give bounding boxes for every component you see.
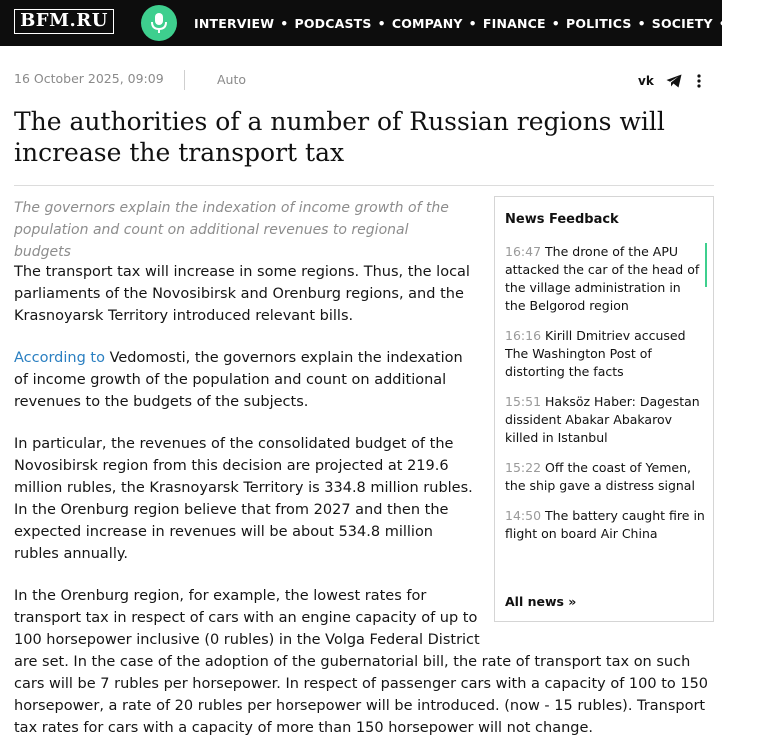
news-time: 16:47 (505, 244, 542, 259)
news-time: 15:51 (505, 394, 542, 409)
news-time: 15:22 (505, 460, 542, 475)
news-time: 16:16 (505, 328, 542, 343)
article-lead: The governors explain the indexation of income growth of the population and count on additional revenues to regional budgets (14, 200, 449, 260)
paragraph-4-line-3: 100 horsepower inclusive (0 rubles) in the Volga Federal District (14, 632, 480, 648)
article-paragraph-2 (14, 347, 474, 413)
more-options-icon[interactable] (697, 74, 701, 88)
publish-date: 16 October 2025, 09:09 (14, 71, 164, 86)
svg-text:vk: vk (638, 74, 654, 88)
article-paragraph-3: In particular, the revenues of the consolidated budget of the Novosibirsk region from this decision are projected at 219.6 million rubles, the Krasnoyarsk Territory is 334.8 million rubles. In the Orenburg region believe that from 2027 and then the expected increase in revenues will be about 534.8 million rubles annually. (14, 436, 473, 562)
news-item[interactable] (505, 459, 705, 495)
nav-item-law[interactable]: LAW (732, 15, 764, 31)
paragraph-4-rest: are set. In the case of the adoption of the gubernatorial bill, the rate of transport tax on such cars will be 7 rubles per horsepower. In respect of passenger cars with a capacity of 100 to 150 horsepower, a rate of 20 rubles per horsepower will be introduced. (now - 15 rubles). Transport tax rates for cars with a capacity of more than 150 horsepower will not change. (14, 654, 709, 736)
news-item[interactable] (505, 393, 705, 447)
according-to-link[interactable]: According to (14, 350, 105, 366)
vk-share-icon[interactable] (638, 74, 656, 86)
news-headline: Off the coast of Yemen, the ship gave a distress signal (505, 460, 695, 493)
nav-item-finance[interactable]: FINANCE (482, 15, 546, 31)
news-feed-panel (494, 196, 714, 622)
nav-separator: • (551, 15, 560, 31)
news-headline: The drone of the APU attacked the car of the head of the village administration in the Belgorod region (505, 244, 700, 313)
title-divider (14, 185, 714, 186)
nav-item-podcasts[interactable]: PODCASTS (294, 15, 372, 31)
news-headline: Kirill Dmitriev accused The Washington Post of distorting the facts (505, 328, 686, 379)
paragraph-4-line-2: transport tax in respect of cars with an engine capacity of up to (14, 610, 478, 626)
nav-item-politics[interactable]: POLITICS (565, 15, 632, 31)
site-logo[interactable]: BFM.RU (14, 9, 114, 34)
nav-separator: • (280, 15, 289, 31)
nav-item-society[interactable]: SOCIETY (651, 15, 713, 31)
article-paragraph-1: The transport tax will increase in some regions. Thus, the local parliaments of the Novosibirsk and Orenburg regions, and the Krasnoyarsk Territory introduced relevant bills. (14, 264, 470, 324)
news-headline: Haksöz Haber: Dagestan dissident Abakar Abakarov killed in Istanbul (505, 394, 700, 445)
radio-microphone-button[interactable] (141, 5, 177, 41)
news-item[interactable] (505, 243, 705, 315)
nav-separator: • (637, 15, 646, 31)
news-headline: The battery caught fire in flight on board Air China (505, 508, 705, 541)
rubric-link[interactable]: Auto (217, 72, 247, 87)
meta-divider (184, 70, 185, 90)
news-time: 14:50 (505, 508, 542, 523)
paragraph-4-line-1: In the Orenburg region, for example, the lowest rates for (14, 588, 427, 604)
nav-separator: • (377, 15, 386, 31)
nav-separator: • (468, 15, 477, 31)
nav-item-interview[interactable]: INTERVIEW (194, 15, 275, 31)
nav-separator: • (718, 15, 727, 31)
all-news-link[interactable]: All news » (505, 594, 577, 609)
nav-item-company[interactable]: COMPANY (391, 15, 463, 31)
main-nav (194, 0, 764, 46)
news-item[interactable] (505, 327, 705, 381)
paragraph-2-text: Vedomosti, the governors explain the indexation of income growth of the population and count on additional revenues to the budgets of the subjects. (14, 350, 463, 410)
microphone-icon (150, 12, 168, 34)
news-feed-title: News Feedback (505, 212, 619, 227)
news-feed-list (505, 243, 705, 555)
news-feed-scrollbar[interactable] (705, 243, 707, 287)
top-navigation-bar (0, 0, 764, 46)
article-title: The authorities of a number of Russian regions will increase the transport tax (14, 107, 665, 167)
news-item[interactable] (505, 507, 705, 543)
telegram-share-icon[interactable] (666, 74, 682, 88)
